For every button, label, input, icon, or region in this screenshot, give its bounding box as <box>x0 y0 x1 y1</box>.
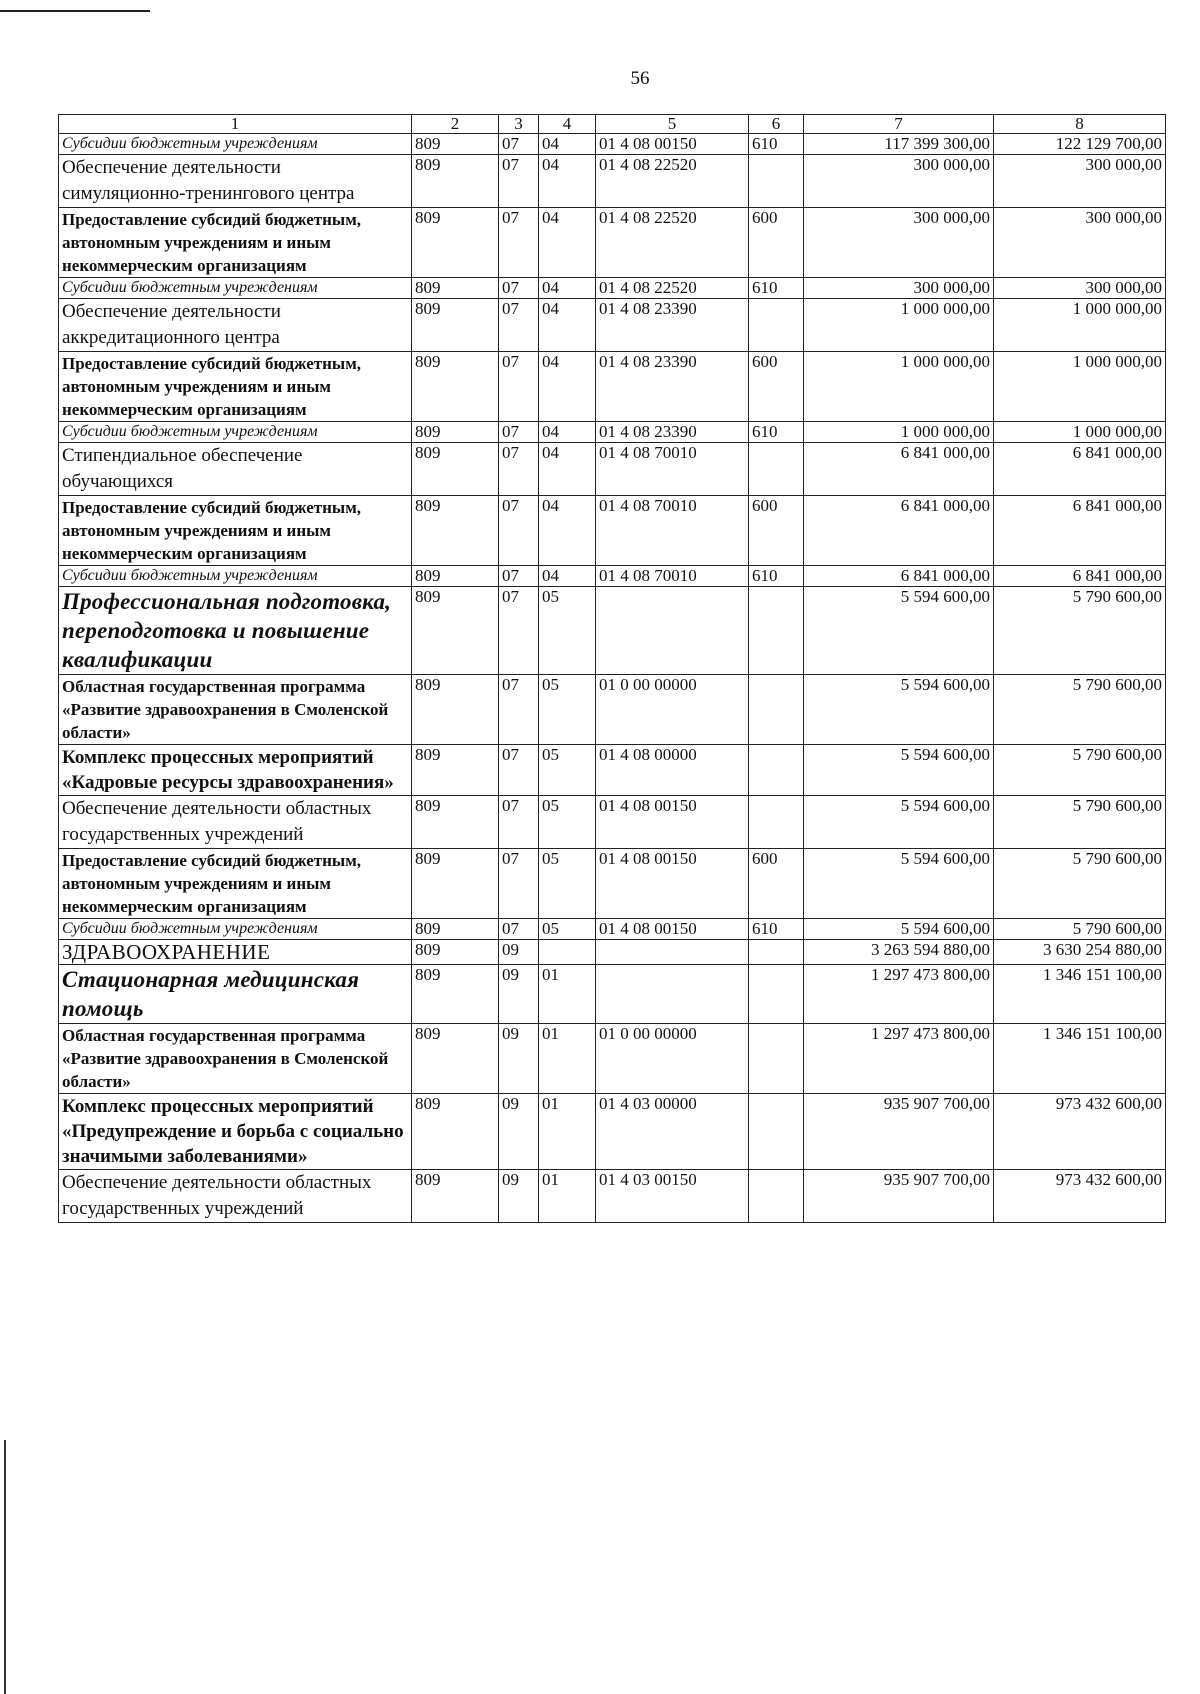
amount-cell: 3 630 254 880,00 <box>994 940 1166 965</box>
row-name-cell: Стационарная медицинская помощь <box>59 965 412 1024</box>
admin-code-cell: 809 <box>412 566 499 587</box>
expense-type-cell: 610 <box>749 566 804 587</box>
admin-code-cell: 809 <box>412 134 499 155</box>
subsection-code-cell: 05 <box>539 745 596 796</box>
admin-code-cell: 809 <box>412 443 499 496</box>
table-row <box>59 1170 1166 1223</box>
admin-code-cell: 809 <box>412 587 499 675</box>
admin-code-cell: 809 <box>412 940 499 965</box>
row-name-cell: Обеспечение деятельности аккредитационного центра <box>59 299 412 352</box>
amount-cell: 6 841 000,00 <box>994 496 1166 566</box>
column-header: 6 <box>749 115 804 134</box>
amount-cell: 1 000 000,00 <box>804 422 994 443</box>
row-name-cell: ЗДРАВООХРАНЕНИЕ <box>59 940 412 965</box>
section-code-cell: 07 <box>499 675 539 745</box>
section-code-cell: 07 <box>499 587 539 675</box>
expense-type-cell: 610 <box>749 278 804 299</box>
admin-code-cell: 809 <box>412 919 499 940</box>
target-article-cell: 01 4 03 00000 <box>596 1094 749 1170</box>
budget-table <box>58 114 1166 1223</box>
row-name-cell: Обеспечение деятельности областных государственных учреждений <box>59 1170 412 1223</box>
target-article-cell: 01 4 08 23390 <box>596 352 749 422</box>
section-code-cell: 07 <box>499 134 539 155</box>
amount-cell: 300 000,00 <box>804 208 994 278</box>
subsection-code-cell: 05 <box>539 796 596 849</box>
amount-cell: 6 841 000,00 <box>994 566 1166 587</box>
subsection-code-cell: 04 <box>539 352 596 422</box>
amount-cell: 1 000 000,00 <box>994 422 1166 443</box>
admin-code-cell: 809 <box>412 155 499 208</box>
column-header: 1 <box>59 115 412 134</box>
amount-cell: 5 594 600,00 <box>804 796 994 849</box>
table-row <box>59 796 1166 849</box>
target-article-cell <box>596 965 749 1024</box>
row-name-cell: Субсидии бюджетным учреждениям <box>59 422 412 443</box>
subsection-code-cell: 04 <box>539 278 596 299</box>
row-name-cell: Областная государственная программа «Развитие здравоохранения в Смоленской области» <box>59 1024 412 1094</box>
section-code-cell: 07 <box>499 422 539 443</box>
column-header: 8 <box>994 115 1166 134</box>
section-code-cell: 09 <box>499 965 539 1024</box>
row-name-cell: Профессиональная подготовка, переподготовка и повышение квалификации <box>59 587 412 675</box>
table-row <box>59 675 1166 745</box>
section-code-cell: 07 <box>499 849 539 919</box>
amount-cell: 5 594 600,00 <box>804 587 994 675</box>
column-header: 7 <box>804 115 994 134</box>
row-name-cell: Субсидии бюджетным учреждениям <box>59 919 412 940</box>
amount-cell: 300 000,00 <box>994 155 1166 208</box>
table-row <box>59 849 1166 919</box>
table-row <box>59 940 1166 965</box>
row-name-cell: Стипендиальное обеспечение обучающихся <box>59 443 412 496</box>
amount-cell: 3 263 594 880,00 <box>804 940 994 965</box>
subsection-code-cell: 05 <box>539 849 596 919</box>
amount-cell: 6 841 000,00 <box>804 496 994 566</box>
subsection-code-cell: 01 <box>539 1024 596 1094</box>
expense-type-cell <box>749 1094 804 1170</box>
section-code-cell: 07 <box>499 796 539 849</box>
subsection-code-cell: 04 <box>539 299 596 352</box>
amount-cell: 973 432 600,00 <box>994 1170 1166 1223</box>
section-code-cell: 09 <box>499 1170 539 1223</box>
amount-cell: 1 297 473 800,00 <box>804 965 994 1024</box>
table-row <box>59 155 1166 208</box>
section-code-cell: 09 <box>499 1024 539 1094</box>
table-row <box>59 352 1166 422</box>
admin-code-cell: 809 <box>412 1094 499 1170</box>
section-code-cell: 07 <box>499 496 539 566</box>
row-name-cell: Обеспечение деятельности областных государственных учреждений <box>59 796 412 849</box>
table-row <box>59 919 1166 940</box>
target-article-cell: 01 4 08 70010 <box>596 496 749 566</box>
admin-code-cell: 809 <box>412 208 499 278</box>
table-row <box>59 745 1166 796</box>
amount-cell: 5 790 600,00 <box>994 849 1166 919</box>
subsection-code-cell: 04 <box>539 443 596 496</box>
table-row <box>59 278 1166 299</box>
subsection-code-cell: 04 <box>539 155 596 208</box>
amount-cell: 1 000 000,00 <box>804 299 994 352</box>
expense-type-cell <box>749 587 804 675</box>
admin-code-cell: 809 <box>412 496 499 566</box>
column-header: 5 <box>596 115 749 134</box>
expense-type-cell <box>749 1024 804 1094</box>
target-article-cell: 01 4 03 00150 <box>596 1170 749 1223</box>
section-code-cell: 07 <box>499 566 539 587</box>
subsection-code-cell: 05 <box>539 675 596 745</box>
section-code-cell: 07 <box>499 278 539 299</box>
expense-type-cell <box>749 443 804 496</box>
table-row <box>59 566 1166 587</box>
amount-cell: 5 790 600,00 <box>994 675 1166 745</box>
table-row <box>59 496 1166 566</box>
row-name-cell: Субсидии бюджетным учреждениям <box>59 566 412 587</box>
target-article-cell: 01 4 08 23390 <box>596 422 749 443</box>
target-article-cell: 01 4 08 00150 <box>596 849 749 919</box>
target-article-cell: 01 4 08 00000 <box>596 745 749 796</box>
expense-type-cell <box>749 965 804 1024</box>
table-row <box>59 587 1166 675</box>
subsection-code-cell: 04 <box>539 134 596 155</box>
amount-cell: 6 841 000,00 <box>994 443 1166 496</box>
target-article-cell: 01 4 08 70010 <box>596 566 749 587</box>
target-article-cell: 01 4 08 22520 <box>596 278 749 299</box>
expense-type-cell <box>749 940 804 965</box>
subsection-code-cell: 04 <box>539 566 596 587</box>
subsection-code-cell <box>539 940 596 965</box>
target-article-cell: 01 4 08 00150 <box>596 134 749 155</box>
target-article-cell: 01 0 00 00000 <box>596 675 749 745</box>
amount-cell: 300 000,00 <box>804 155 994 208</box>
admin-code-cell: 809 <box>412 675 499 745</box>
target-article-cell: 01 4 08 22520 <box>596 155 749 208</box>
row-name-cell: Предоставление субсидий бюджетным, автономным учреждениям и иным некоммерческим организациям <box>59 352 412 422</box>
amount-cell: 6 841 000,00 <box>804 443 994 496</box>
section-code-cell: 07 <box>499 299 539 352</box>
target-article-cell: 01 4 08 00150 <box>596 796 749 849</box>
table-row <box>59 1094 1166 1170</box>
subsection-code-cell: 04 <box>539 496 596 566</box>
amount-cell: 300 000,00 <box>994 278 1166 299</box>
subsection-code-cell: 05 <box>539 919 596 940</box>
table-row <box>59 965 1166 1024</box>
amount-cell: 5 594 600,00 <box>804 849 994 919</box>
table-body <box>59 134 1166 1223</box>
expense-type-cell: 610 <box>749 422 804 443</box>
expense-type-cell: 600 <box>749 496 804 566</box>
amount-cell: 5 594 600,00 <box>804 745 994 796</box>
expense-type-cell <box>749 796 804 849</box>
expense-type-cell: 600 <box>749 352 804 422</box>
expense-type-cell <box>749 155 804 208</box>
row-name-cell: Предоставление субсидий бюджетным, автономным учреждениям и иным некоммерческим организациям <box>59 496 412 566</box>
target-article-cell: 01 0 00 00000 <box>596 1024 749 1094</box>
amount-cell: 300 000,00 <box>994 208 1166 278</box>
amount-cell: 1 346 151 100,00 <box>994 965 1166 1024</box>
table-row <box>59 299 1166 352</box>
amount-cell: 1 000 000,00 <box>994 352 1166 422</box>
section-code-cell: 07 <box>499 745 539 796</box>
target-article-cell: 01 4 08 00150 <box>596 919 749 940</box>
amount-cell: 5 790 600,00 <box>994 919 1166 940</box>
amount-cell: 935 907 700,00 <box>804 1170 994 1223</box>
section-code-cell: 07 <box>499 919 539 940</box>
section-code-cell: 07 <box>499 443 539 496</box>
amount-cell: 5 790 600,00 <box>994 587 1166 675</box>
section-code-cell: 09 <box>499 1094 539 1170</box>
subsection-code-cell: 01 <box>539 1094 596 1170</box>
row-name-cell: Предоставление субсидий бюджетным, автономным учреждениям и иным некоммерческим организациям <box>59 849 412 919</box>
expense-type-cell: 600 <box>749 849 804 919</box>
amount-cell: 973 432 600,00 <box>994 1094 1166 1170</box>
column-header: 3 <box>499 115 539 134</box>
amount-cell: 935 907 700,00 <box>804 1094 994 1170</box>
column-header: 4 <box>539 115 596 134</box>
amount-cell: 5 594 600,00 <box>804 919 994 940</box>
table-row <box>59 208 1166 278</box>
amount-cell: 5 790 600,00 <box>994 796 1166 849</box>
row-name-cell: Областная государственная программа «Развитие здравоохранения в Смоленской области» <box>59 675 412 745</box>
amount-cell: 1 000 000,00 <box>994 299 1166 352</box>
amount-cell: 5 790 600,00 <box>994 745 1166 796</box>
admin-code-cell: 809 <box>412 965 499 1024</box>
amount-cell: 6 841 000,00 <box>804 566 994 587</box>
subsection-code-cell: 04 <box>539 422 596 443</box>
admin-code-cell: 809 <box>412 745 499 796</box>
admin-code-cell: 809 <box>412 796 499 849</box>
table-row <box>59 134 1166 155</box>
expense-type-cell: 610 <box>749 919 804 940</box>
amount-cell: 1 297 473 800,00 <box>804 1024 994 1094</box>
row-name-cell: Комплекс процессных мероприятий «Предупреждение и борьба с социально значимыми заболеваниями» <box>59 1094 412 1170</box>
subsection-code-cell: 01 <box>539 965 596 1024</box>
expense-type-cell <box>749 1170 804 1223</box>
column-header: 2 <box>412 115 499 134</box>
table-row <box>59 422 1166 443</box>
section-code-cell: 07 <box>499 155 539 208</box>
admin-code-cell: 809 <box>412 352 499 422</box>
expense-type-cell <box>749 745 804 796</box>
subsection-code-cell: 01 <box>539 1170 596 1223</box>
target-article-cell <box>596 940 749 965</box>
expense-type-cell <box>749 675 804 745</box>
row-name-cell: Предоставление субсидий бюджетным, автономным учреждениям и иным некоммерческим организациям <box>59 208 412 278</box>
admin-code-cell: 809 <box>412 849 499 919</box>
page-number: 56 <box>630 68 650 89</box>
section-code-cell: 07 <box>499 352 539 422</box>
scan-edge-line <box>0 10 150 12</box>
expense-type-cell <box>749 299 804 352</box>
row-name-cell: Субсидии бюджетным учреждениям <box>59 278 412 299</box>
expense-type-cell: 610 <box>749 134 804 155</box>
target-article-cell: 01 4 08 70010 <box>596 443 749 496</box>
subsection-code-cell: 05 <box>539 587 596 675</box>
expense-type-cell: 600 <box>749 208 804 278</box>
subsection-code-cell: 04 <box>539 208 596 278</box>
table-header-row <box>59 115 1166 134</box>
target-article-cell <box>596 587 749 675</box>
admin-code-cell: 809 <box>412 1170 499 1223</box>
table-row <box>59 443 1166 496</box>
row-name-cell: Комплекс процессных мероприятий «Кадровые ресурсы здравоохранения» <box>59 745 412 796</box>
amount-cell: 117 399 300,00 <box>804 134 994 155</box>
admin-code-cell: 809 <box>412 278 499 299</box>
admin-code-cell: 809 <box>412 422 499 443</box>
table-row <box>59 1024 1166 1094</box>
row-name-cell: Обеспечение деятельности симуляционно-тренингового центра <box>59 155 412 208</box>
amount-cell: 122 129 700,00 <box>994 134 1166 155</box>
admin-code-cell: 809 <box>412 299 499 352</box>
scan-edge-line <box>4 1440 6 1694</box>
section-code-cell: 09 <box>499 940 539 965</box>
target-article-cell: 01 4 08 23390 <box>596 299 749 352</box>
section-code-cell: 07 <box>499 208 539 278</box>
target-article-cell: 01 4 08 22520 <box>596 208 749 278</box>
admin-code-cell: 809 <box>412 1024 499 1094</box>
amount-cell: 300 000,00 <box>804 278 994 299</box>
amount-cell: 5 594 600,00 <box>804 675 994 745</box>
row-name-cell: Субсидии бюджетным учреждениям <box>59 134 412 155</box>
amount-cell: 1 346 151 100,00 <box>994 1024 1166 1094</box>
amount-cell: 1 000 000,00 <box>804 352 994 422</box>
